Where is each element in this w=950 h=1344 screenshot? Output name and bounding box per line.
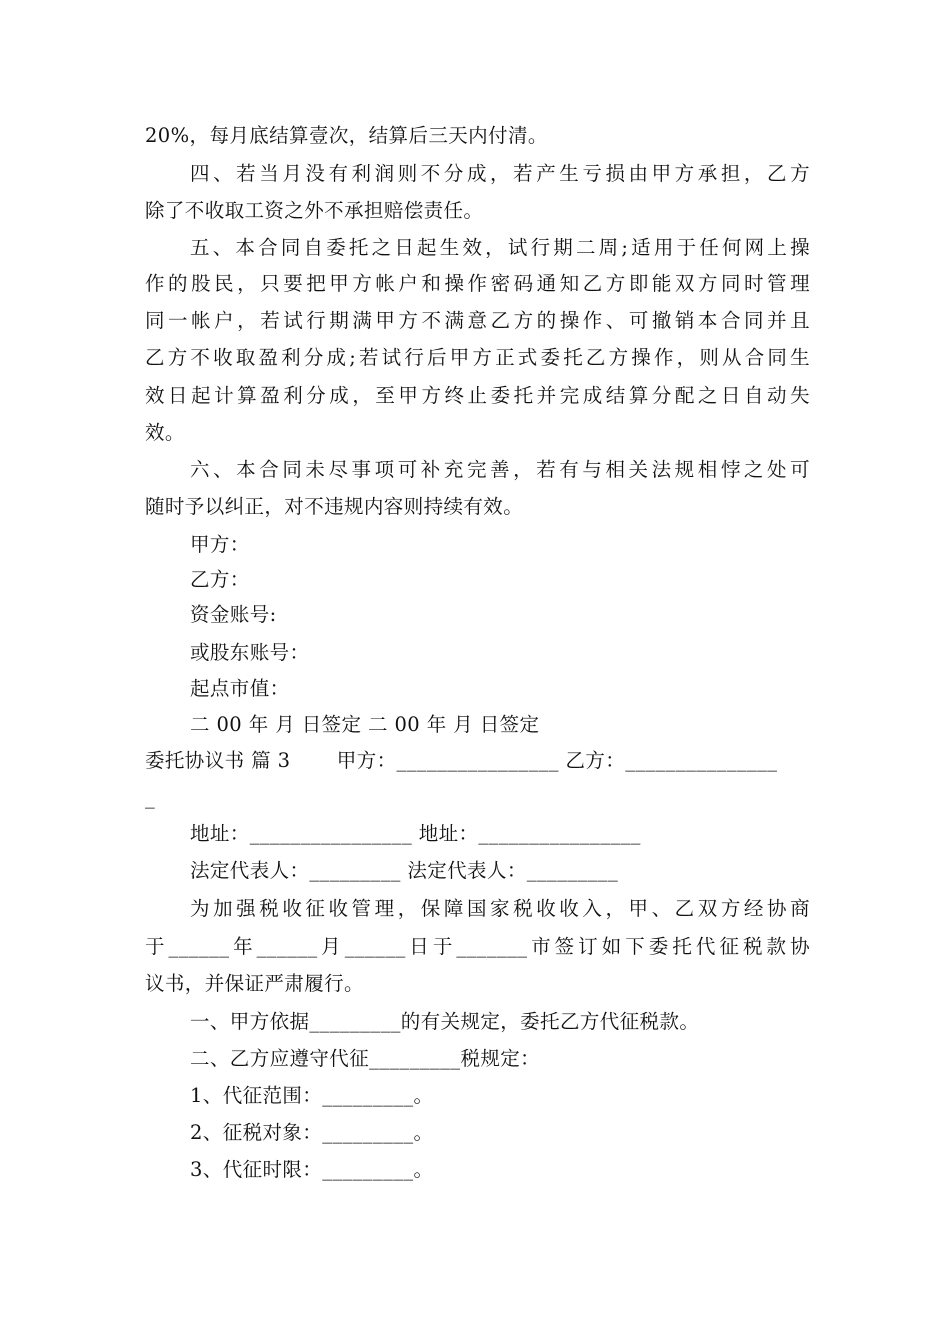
- party-b-label: 乙方：: [190, 568, 250, 591]
- text-line-6: 同一帐户，若试行期满甲方不满意乙方的操作、可撤销本合同并且: [145, 309, 810, 332]
- item-period: 3、代征时限：_________。: [190, 1158, 434, 1181]
- text-line-23: 于______年______月______日于_______市签订如下委托代征税款协: [145, 935, 810, 958]
- text-line-1: 20%，每月底结算壹次，结算后三天内付清。: [145, 124, 548, 147]
- item-object: 2、征税对象：_________。: [190, 1121, 434, 1144]
- underline-continuation: _: [145, 786, 156, 809]
- text-line-24: 议书，并保证严肃履行。: [145, 972, 364, 995]
- text-line-9: 效。: [145, 421, 185, 444]
- party-a-label: 甲方：: [190, 533, 250, 556]
- fund-account-label: 资金账号:: [190, 603, 277, 626]
- item-scope: 1、代征范围：_________。: [190, 1084, 434, 1107]
- text-line-8: 效日起计算盈利分成，至甲方终止委托并完成结算分配之日自动失: [145, 384, 810, 407]
- text-line-11: 随时予以纠正，对不违规内容则持续有效。: [145, 495, 524, 518]
- clause-1: 一、甲方依据_________的有关规定，委托乙方代征税款。: [190, 1010, 700, 1033]
- section-heading-3: 委托协议书 篇 3 甲方：________________ 乙方：_______________: [145, 749, 778, 772]
- text-line-4: 五、本合同自委托之日起生效，试行期二周;适用于任何网上操: [190, 236, 810, 259]
- text-line-5: 作的股民，只要把甲方帐户和操作密码通知乙方即能双方同时管理: [145, 272, 810, 295]
- address-line: 地址：________________ 地址：________________: [190, 822, 641, 845]
- text-line-2: 四、若当月没有利润则不分成，若产生亏损由甲方承担，乙方: [190, 162, 810, 185]
- legal-representative-line: 法定代表人：_________ 法定代表人：_________: [190, 859, 619, 882]
- text-line-10: 六、本合同未尽事项可补充完善，若有与相关法规相悖之处可: [190, 458, 810, 481]
- shareholder-account-label: 或股东账号：: [190, 641, 310, 664]
- clause-2: 二、乙方应遵守代征_________税规定：: [190, 1047, 541, 1070]
- signing-date-line: 二 00 年 月 日签定 二 00 年 月 日签定: [190, 713, 540, 736]
- text-line-22: 为加强税收征收管理，保障国家税收收入，甲、乙双方经协商: [190, 897, 810, 920]
- start-value-label: 起点市值：: [190, 677, 290, 700]
- text-line-3: 除了不收取工资之外不承担赔偿责任。: [145, 199, 484, 222]
- text-line-7: 乙方不收取盈利分成;若试行后甲方正式委托乙方操作，则从合同生: [145, 346, 810, 369]
